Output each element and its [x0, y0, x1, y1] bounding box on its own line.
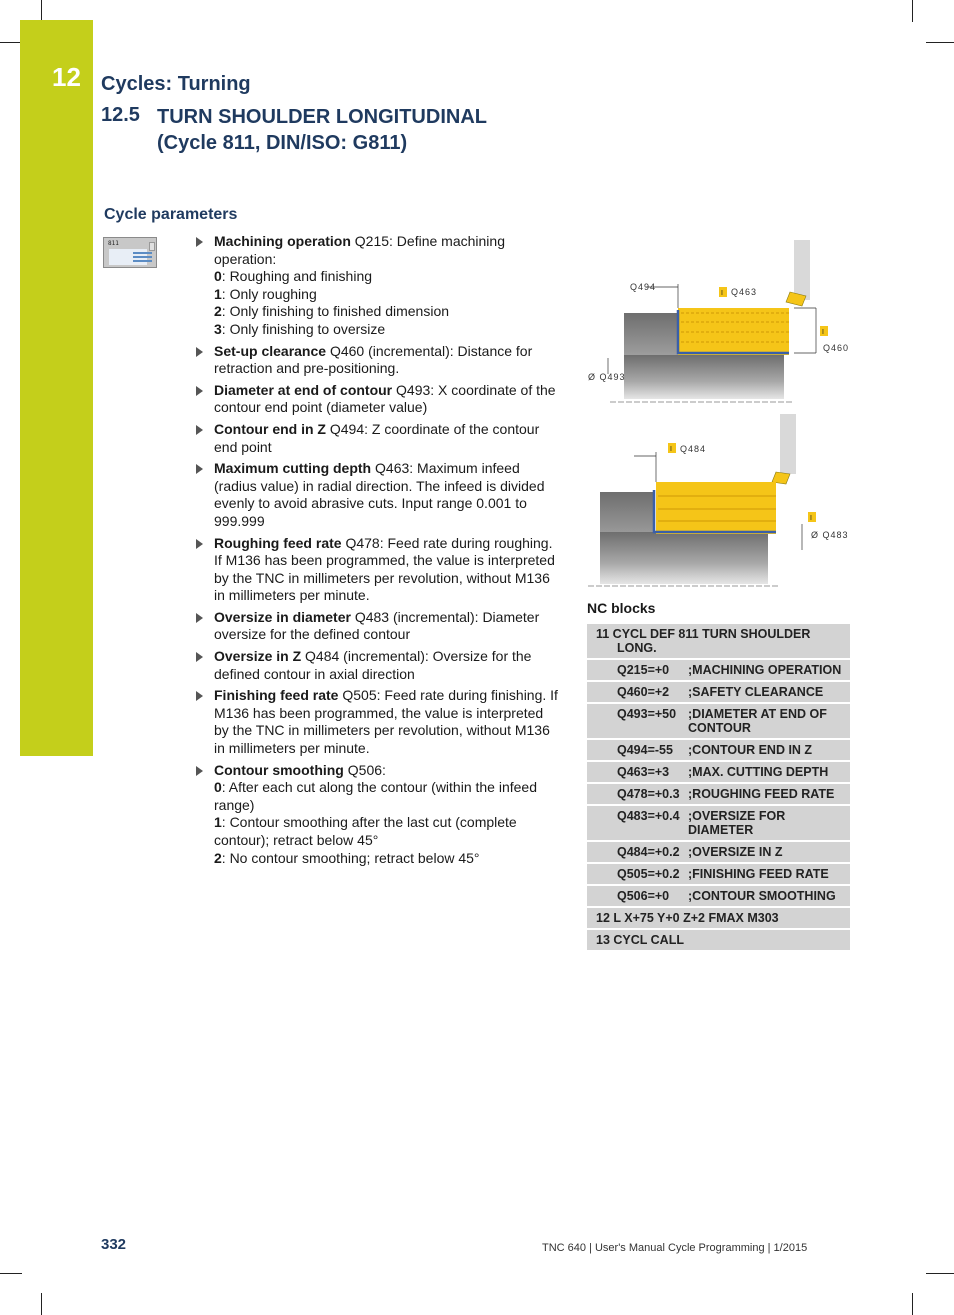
option-text: : After each cut along the contour (within the infeed range) — [214, 779, 537, 813]
footer-text: TNC 640 | User's Manual Cycle Programming | 1/2015 — [542, 1242, 808, 1254]
parameter-name: Machining operation — [214, 233, 351, 249]
label-q460: Q460 — [823, 343, 850, 353]
parameter-name: Roughing feed rate — [214, 534, 342, 551]
parameter-description: Q483 (incremental): Diameter oversize for the defined contour — [214, 608, 540, 643]
crop-mark — [926, 1273, 954, 1274]
nc-blocks-table — [587, 624, 850, 952]
option-text: : Contour smoothing after the last cut (complete contour); retract below 45° — [214, 814, 517, 848]
parameter-name: Finishing feed rate — [214, 687, 339, 704]
nc-param-comment: ;CONTOUR END IN Z — [688, 743, 813, 757]
bullet-arrow-icon — [196, 237, 203, 247]
nc-param-comment: ;MACHINING OPERATION — [688, 663, 842, 677]
parameter-description: Q505: Feed rate during finishing. If M136 has been programmed, the value is interpreted by the TNC in millimeters per revolution, without M136 in millimeters per minute. — [214, 687, 558, 757]
parameter-option — [214, 321, 558, 339]
parameter-item — [196, 687, 558, 757]
crop-mark — [926, 42, 954, 43]
parameter-name: Maximum cutting depth — [214, 460, 372, 477]
nc-param-comment: ;OVERSIZE IN Z — [688, 845, 783, 859]
crop-mark — [0, 1273, 22, 1274]
parameter-description: Q494: Z coordinate of the contour end point — [214, 420, 540, 455]
nc-param-row — [587, 704, 850, 740]
option-key: 2 — [214, 849, 222, 866]
section-title — [157, 104, 577, 156]
bullet-arrow-icon — [196, 766, 203, 776]
crop-mark — [912, 1293, 913, 1315]
parameter-list — [196, 233, 558, 871]
nc-param-value: Q483=+0.4 — [617, 809, 680, 823]
option-key: 3 — [214, 320, 222, 337]
cycle-icon-label: 811 — [108, 240, 119, 247]
parameter-description: Q460 (incremental): Distance for retraction and pre-positioning. — [214, 342, 533, 377]
bullet-arrow-icon — [196, 347, 203, 357]
screen-scroll — [149, 242, 155, 251]
parameter-option — [214, 286, 558, 304]
parameter-description: Q484 (incremental): Oversize for the defined contour in axial direction — [214, 648, 532, 682]
parameter-item — [196, 343, 558, 378]
parameter-item — [196, 460, 558, 530]
option-key: 1 — [214, 285, 222, 302]
chapter-number: 12 — [52, 62, 81, 92]
badge-label: I — [822, 329, 824, 336]
bullet-arrow-icon — [196, 464, 203, 474]
label-q483: Ø Q483 — [811, 530, 849, 540]
nc-param-comment: ;CONTOUR SMOOTHING — [688, 889, 836, 903]
bullet-arrow-icon — [196, 613, 203, 623]
crop-mark — [912, 0, 913, 22]
nc-param-row — [587, 740, 850, 762]
crop-mark — [41, 0, 42, 22]
nc-block-row — [587, 930, 850, 952]
bullet-arrow-icon — [196, 691, 203, 701]
material-removed — [678, 308, 789, 355]
nc-param-row — [587, 660, 850, 682]
parameter-option — [214, 850, 558, 868]
parameter-description: Q493: X coordinate of the contour end point (diameter value) — [214, 381, 556, 416]
parameter-item — [196, 382, 558, 417]
option-text: : No contour smoothing; retract below 45° — [221, 849, 480, 866]
diagram-roughing — [586, 240, 852, 408]
crop-mark — [41, 1293, 42, 1315]
nc-block-row — [587, 908, 850, 930]
nc-param-comment: ;OVERSIZE FOR DIAMETER — [688, 809, 786, 837]
nc-param-value: Q478=+0.3 — [617, 787, 680, 801]
parameter-item — [196, 535, 558, 605]
nc-param-row — [587, 784, 850, 806]
bullet-arrow-icon — [196, 425, 203, 435]
nc-param-value: Q463=+3 — [617, 765, 670, 779]
parameter-item — [196, 609, 558, 644]
nc-param-row — [587, 864, 850, 886]
nc-block-text: 13 CYCL CALL — [596, 933, 684, 947]
nc-param-row — [587, 842, 850, 864]
section-title-line1: TURN SHOULDER LONGITUDINAL — [157, 106, 487, 128]
workpiece-body — [624, 355, 784, 399]
parameter-item — [196, 421, 558, 456]
parameter-item — [196, 762, 558, 868]
badge-label: I — [810, 515, 812, 522]
nc-param-row — [587, 886, 850, 908]
nc-block-text: 12 L X+75 Y+0 Z+2 FMAX M303 — [596, 911, 779, 925]
nc-param-value: Q460=+2 — [617, 685, 670, 699]
parameter-name: Oversize in Z — [214, 648, 302, 665]
option-key: 0 — [214, 268, 222, 285]
nc-param-comment: ;DIAMETER AT END OF CONTOUR — [688, 707, 827, 735]
parameter-option — [214, 814, 558, 849]
screen-preview — [109, 249, 147, 265]
parameter-description: Q463: Maximum infeed (radius value) in radial direction. The infeed is divided evenly to avoid abrasive cuts. Input range 0.001 to 999.999 — [214, 460, 545, 529]
label-q463: Q463 — [731, 287, 758, 297]
parameter-name: Diameter at end of contour — [214, 381, 393, 398]
parameter-name: Contour smoothing — [214, 761, 344, 778]
parameter-description: Q506: — [343, 761, 386, 778]
nc-param-value: Q484=+0.2 — [617, 845, 680, 859]
nc-param-row — [587, 806, 850, 842]
parameter-option — [214, 268, 558, 286]
cycle-parameters-heading: Cycle parameters — [104, 206, 238, 223]
option-key: 1 — [214, 814, 222, 831]
label-q493: Ø Q493 — [588, 372, 626, 382]
chapter-title: Cycles: Turning — [101, 73, 251, 95]
option-text: : Only finishing to finished dimension — [221, 303, 450, 320]
parameter-option — [214, 303, 558, 321]
tool-holder — [794, 240, 810, 300]
parameter-name: Contour end in Z — [214, 420, 326, 437]
chapter-tab — [20, 20, 93, 756]
parameter-item — [196, 648, 558, 683]
nc-param-value: Q493=+50 — [617, 707, 677, 721]
diagram-finishing — [586, 412, 852, 592]
workpiece-body — [600, 532, 768, 584]
label-q484: Q484 — [680, 444, 707, 454]
nc-blocks-heading: NC blocks — [587, 600, 656, 616]
nc-block-text-cont: LONG. — [617, 641, 657, 655]
nc-param-comment: ;FINISHING FEED RATE — [688, 867, 829, 881]
nc-block-row — [587, 624, 850, 660]
material-removed — [656, 482, 776, 534]
nc-block-text: 11 CYCL DEF 811 TURN SHOULDER — [596, 627, 811, 641]
parameter-item — [196, 233, 558, 339]
option-text: : Only roughing — [221, 285, 317, 302]
bullet-arrow-icon — [196, 386, 203, 396]
badge-label: I — [721, 290, 723, 297]
crop-mark — [0, 42, 22, 43]
bullet-arrow-icon — [196, 652, 203, 662]
badge-label: I — [670, 446, 672, 453]
parameter-description: Q478: Feed rate during roughing. If M136 has been programmed, the value is interpreted by the TNC in millimeters per revolution, without M136 in millimeters per minute. — [214, 534, 555, 604]
label-q494: Q494 — [630, 282, 657, 292]
parameter-name: Set-up clearance — [214, 342, 327, 359]
page-number: 332 — [101, 1236, 127, 1253]
section-number: 12.5 — [101, 104, 140, 126]
nc-param-value: Q494=-55 — [617, 743, 673, 757]
cycle-screen-icon — [103, 237, 157, 268]
nc-param-value: Q215=+0 — [617, 663, 670, 677]
nc-param-value: Q506=+0 — [617, 889, 670, 903]
tool-holder — [780, 414, 796, 474]
nc-param-row — [587, 682, 850, 704]
option-text: : Only finishing to oversize — [221, 320, 386, 337]
parameter-option — [214, 779, 558, 814]
parameter-name: Oversize in diameter — [214, 608, 351, 625]
option-key: 0 — [214, 779, 222, 796]
bullet-arrow-icon — [196, 539, 203, 549]
option-text: : Roughing and finishing — [221, 268, 373, 285]
nc-param-row — [587, 762, 850, 784]
section-title-line2: (Cycle 811, DIN/ISO: G811) — [157, 132, 408, 154]
nc-param-comment: ;MAX. CUTTING DEPTH — [688, 765, 829, 779]
parameter-description: Q215: Define machining operation: — [214, 233, 505, 267]
option-key: 2 — [214, 303, 222, 320]
nc-param-comment: ;ROUGHING FEED RATE — [688, 787, 835, 801]
nc-param-value: Q505=+0.2 — [617, 867, 680, 881]
nc-param-comment: ;SAFETY CLEARANCE — [688, 685, 824, 699]
